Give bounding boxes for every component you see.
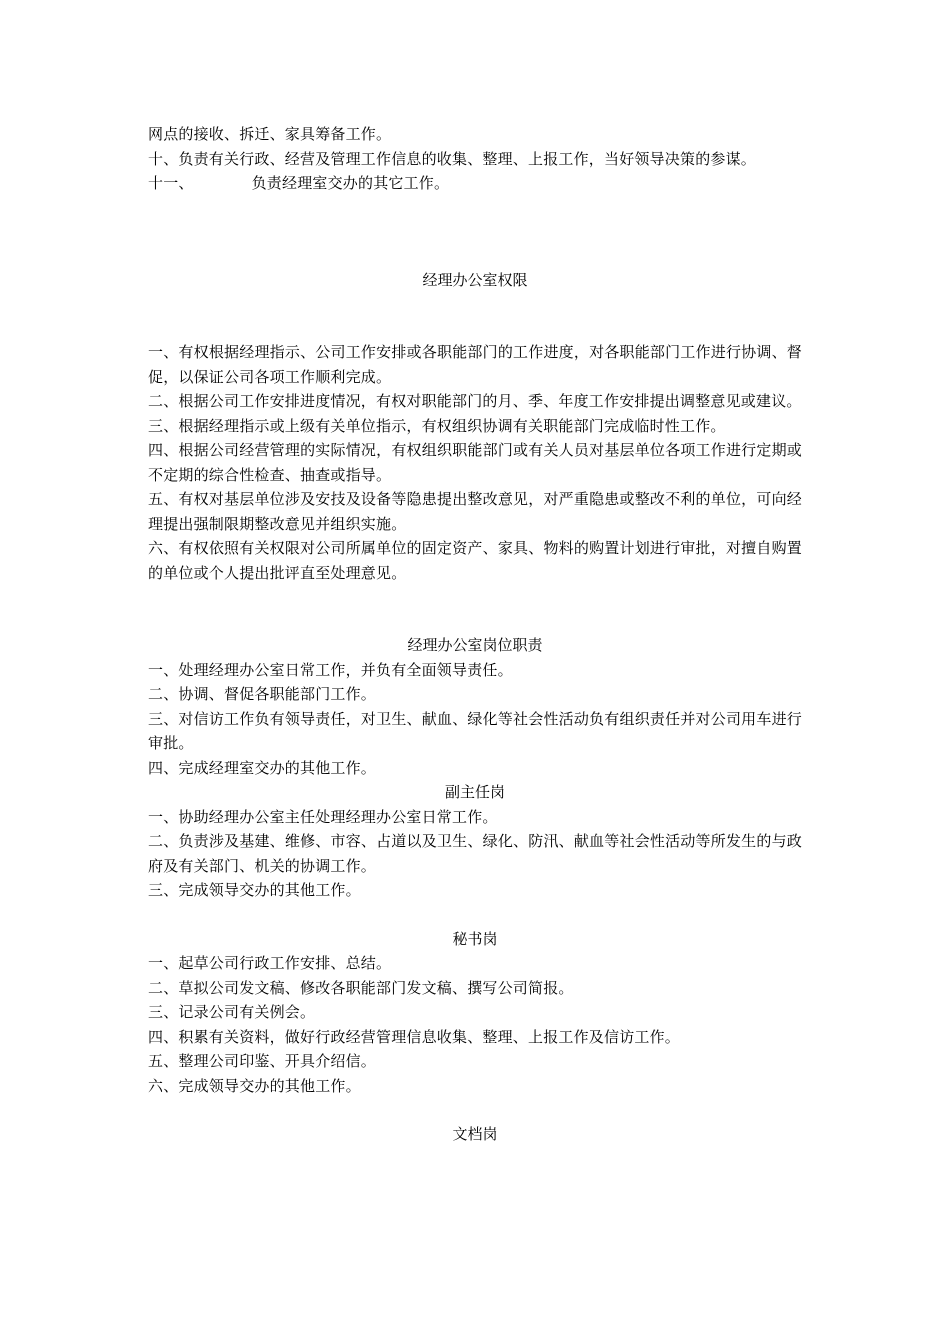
duties-title: 经理办公室岗位职责 xyxy=(407,636,543,654)
authority-title: 经理办公室权限 xyxy=(422,270,528,289)
intro-line-1: 网点的接收、拆迁、家具筹备工作。 xyxy=(148,125,392,143)
intro-line-2: 十、负责有关行政、经营及管理工作信息的收集、整理、上报工作，当好领导决策的参谋。 xyxy=(148,149,757,168)
authority-item-4: 四、根据公司经营管理的实际情况，有权组织职能部门或有关人员对基层单位各项工作进行定期或不定期的综合性检查、抽查或指导。 xyxy=(148,441,802,484)
intro-line-3 xyxy=(148,171,802,196)
authority-item-2: 二、根据公司工作安排进度情况，有权对职能部门的月、季、年度工作安排提出调整意见或建议。 xyxy=(148,392,802,410)
secretary-item-6: 六、完成领导交办的其他工作。 xyxy=(148,1076,361,1095)
deputy-item-2: 二、负责涉及基建、维修、市容、占道以及卫生、绿化、防汛、献血等社会性活动等所发生的与政府及有关部门、机关的协调工作。 xyxy=(148,832,802,875)
archive-title: 文档岗 xyxy=(452,1125,498,1143)
secretary-item-5: 五、整理公司印鉴、开具介绍信。 xyxy=(148,1052,377,1070)
authority-item-6: 六、有权依照有关权限对公司所属单位的固定资产、家具、物料的购置计划进行审批，对擅自购置的单位或个人提出批评直至处理意见。 xyxy=(148,539,802,582)
authority-item-1: 一、有权根据经理指示、公司工作安排或各职能部门的工作进度，对各职能部门工作进行协调、督促，以保证公司各项工作顺利完成。 xyxy=(148,343,802,386)
intro-line-3-number: 十一、 xyxy=(148,174,194,192)
deputy-item-1: 一、协助经理办公室主任处理经理办公室日常工作。 xyxy=(148,807,498,826)
deputy-title: 副主任岗 xyxy=(444,783,505,801)
duties-item-4: 四、完成经理室交办的其他工作。 xyxy=(148,758,377,777)
intro-line-3-text: 负责经理室交办的其它工作。 xyxy=(251,174,450,192)
authority-item-5: 五、有权对基层单位涉及安技及设备等隐患提出整改意见，对严重隐患或整改不利的单位，可向经理提出强制限期整改意见并组织实施。 xyxy=(148,490,802,533)
secretary-item-3: 三、记录公司有关例会。 xyxy=(148,1003,316,1021)
authority-item-3: 三、根据经理指示或上级有关单位指示，有权组织协调有关职能部门完成临时性工作。 xyxy=(148,416,726,435)
duties-item-2: 二、协调、督促各职能部门工作。 xyxy=(148,685,377,703)
secretary-item-4: 四、积累有关资料，做好行政经营管理信息收集、整理、上报工作及信访工作。 xyxy=(148,1027,681,1046)
secretary-title: 秘书岗 xyxy=(452,929,498,948)
secretary-item-1: 一、起草公司行政工作安排、总结。 xyxy=(148,954,392,972)
document-page xyxy=(148,122,802,1147)
duties-item-3: 三、对信访工作负有领导责任，对卫生、献血、绿化等社会性活动负有组织责任并对公司用车进行审批。 xyxy=(148,709,802,752)
duties-item-1: 一、处理经理办公室日常工作，并负有全面领导责任。 xyxy=(148,660,513,679)
secretary-item-2: 二、草拟公司发文稿、修改各职能部门发文稿、撰写公司简报。 xyxy=(148,978,574,997)
deputy-item-3: 三、完成领导交办的其他工作。 xyxy=(148,881,361,899)
